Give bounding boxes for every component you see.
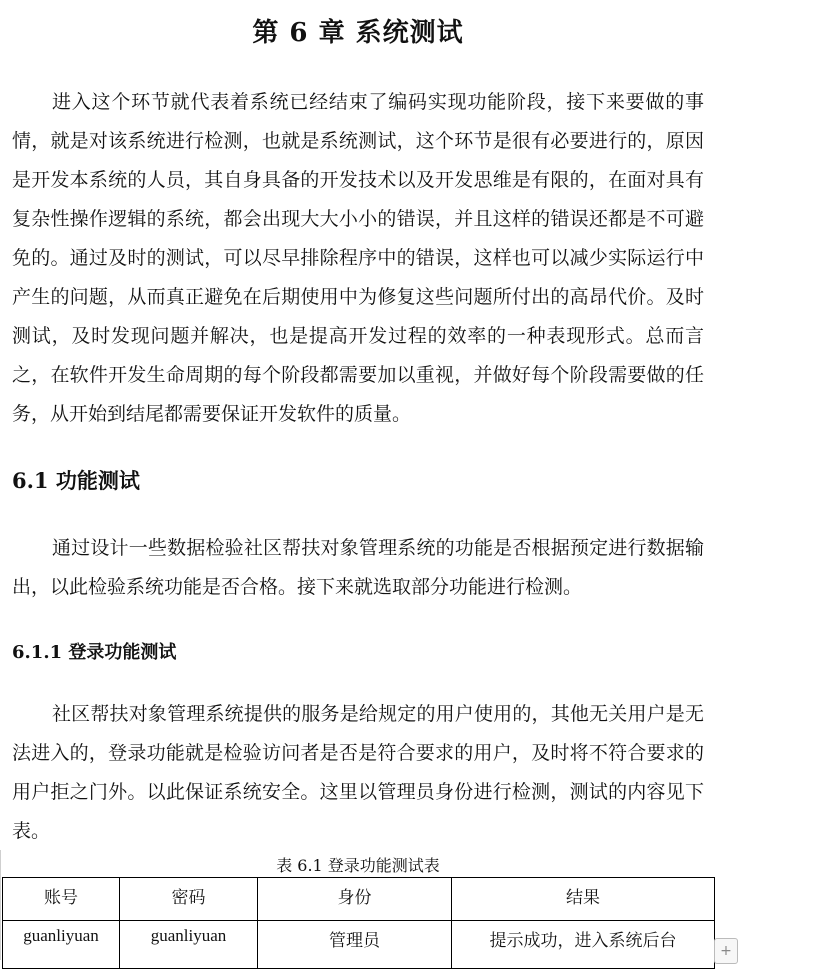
cell-result: 提示成功，进入系统后台 — [452, 921, 715, 969]
header-result: 结果 — [452, 878, 715, 921]
table-header-row — [3, 878, 715, 921]
cell-password: guanliyuan — [120, 921, 258, 969]
expand-corner-icon[interactable]: + — [714, 938, 738, 964]
chapter-title: 第 6 章 系统测试 — [252, 18, 464, 48]
page-edge-line — [0, 850, 1, 960]
header-account: 账号 — [3, 878, 120, 921]
section-6-1-1-paragraph: 社区帮扶对象管理系统提供的服务是给规定的用户使用的，其他无关用户是无法进入的，登录功能就是检验访问者是否是符合要求的用户，及时将不符合要求的用户拒之门外。以此保证系统安全。这里以管理员身份进行检测，测试的内容见下表。 — [12, 703, 704, 842]
intro-paragraph: 进入这个环节就代表着系统已经结束了编码实现功能阶段，接下来要做的事情，就是对该系统进行检测，也就是系统测试，这个环节是很有必要进行的，原因是开发本系统的人员，其自身具备的开发技术以及开发思维是有限的，在面对具有复杂性操作逻辑的系统，都会出现大大小小的错误，并且这样的错误还都是不可避免的。通过及时的测试，可以尽早排除程序中的错误，这样也可以减少实际运行中产生的问题，从而真正避免在后期使用中为修复这些问题所付出的高昂代价。及时测试，及时发现问题并解决，也是提高开发过程的效率的一种表现形式。总而言之，在软件开发生命周期的每个阶段都需要加以重视，并做好每个阶段需要做的任务，从开始到结尾都需要保证开发软件的质量。 — [12, 91, 704, 425]
section-heading-6-1: 6.1 功能测试 — [12, 468, 140, 493]
table-row — [3, 921, 715, 969]
section-heading-6-1-1: 6.1.1 登录功能测试 — [12, 642, 177, 663]
header-identity: 身份 — [258, 878, 452, 921]
cell-account: guanliyuan — [3, 921, 120, 969]
header-password: 密码 — [120, 878, 258, 921]
table-caption: 表 6.1 登录功能测试表 — [276, 856, 440, 875]
login-test-table — [2, 877, 715, 969]
cell-identity: 管理员 — [258, 921, 452, 969]
section-6-1-paragraph: 通过设计一些数据检验社区帮扶对象管理系统的功能是否根据预定进行数据输出，以此检验系统功能是否合格。接下来就选取部分功能进行检测。 — [12, 537, 704, 598]
